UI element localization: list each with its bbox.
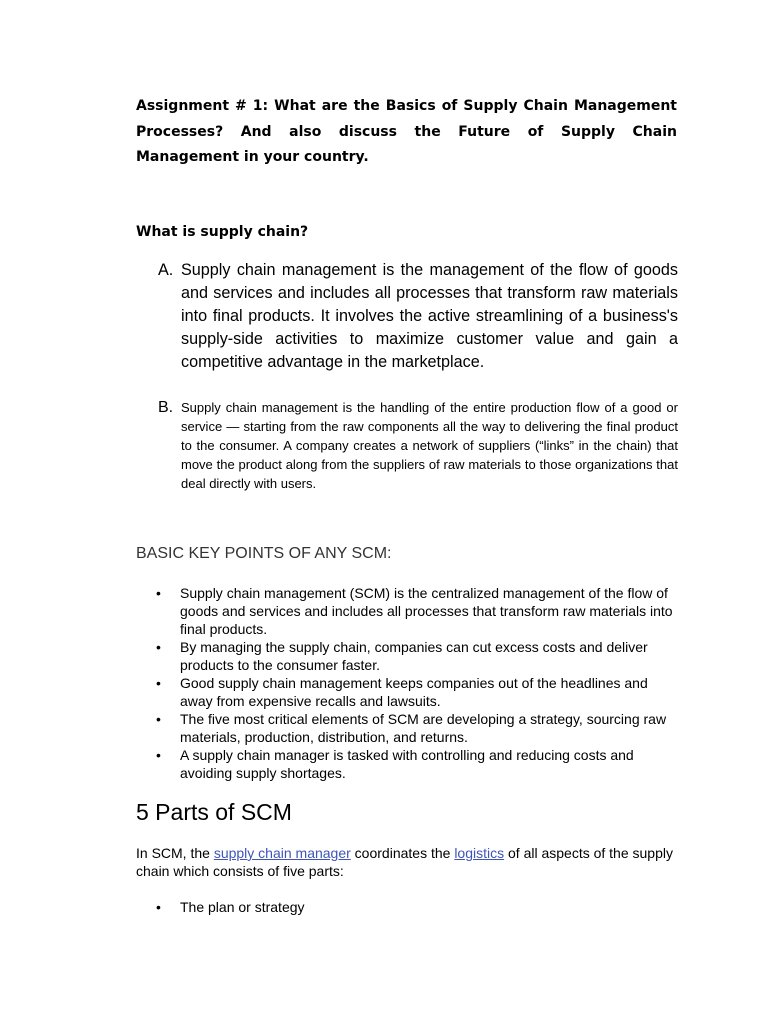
key-point-text: By managing the supply chain, companies can cut excess costs and deliver products to the consumer faster.: [180, 639, 648, 673]
list-marker-a: A.: [158, 261, 174, 279]
section-heading-what-is-supply-chain: What is supply chain?: [136, 224, 309, 240]
bullet-icon: •: [156, 711, 161, 727]
bullet-icon: •: [156, 747, 161, 763]
parts-intro-paragraph: [136, 844, 676, 880]
key-point-text: Good supply chain management keeps companies out of the headlines and away from expensive recalls and lawsuits.: [180, 675, 648, 709]
list-item: [136, 898, 680, 916]
list-item: [136, 584, 680, 638]
key-points-list: [136, 584, 680, 782]
parts-list: [136, 898, 680, 916]
list-item: [136, 674, 680, 710]
bullet-icon: •: [156, 585, 161, 601]
key-point-text: A supply chain manager is tasked with controlling and reducing costs and avoiding supply shortages.: [180, 747, 634, 781]
parts-intro-text: In SCM, the: [136, 845, 214, 861]
list-item: [136, 746, 680, 782]
bullet-icon: •: [156, 639, 161, 655]
key-points-heading: BASIC KEY POINTS OF ANY SCM:: [136, 545, 392, 562]
assignment-title: Assignment # 1: What are the Basics of Supply Chain Management Processes? And also discuss the Future of Supply Chain Management in your country.: [136, 98, 677, 165]
key-point-text: The five most critical elements of SCM are developing a strategy, sourcing raw materials, production, distribution, and returns.: [180, 711, 667, 745]
bullet-icon: •: [156, 675, 161, 691]
logistics-link[interactable]: logistics: [454, 845, 505, 861]
parts-intro-text: of all aspects of the supply chain which consists of five parts:: [136, 845, 673, 879]
key-point-text: Supply chain management (SCM) is the centralized management of the flow of goods and services and includes all processes that transform raw materials into final products.: [180, 585, 673, 637]
definition-b: [158, 398, 678, 493]
list-marker-b: B.: [158, 399, 174, 416]
parts-heading: 5 Parts of SCM: [136, 799, 292, 825]
list-item: [136, 710, 680, 746]
supply-chain-manager-link[interactable]: supply chain manager: [213, 845, 351, 861]
definition-a-text: Supply chain management is the management of the flow of goods and services and includes all processes that transform raw materials into final products. It involves the active streamlining of a business's supply-side activities to maximize customer value and gain a competitive advantage in the marketplace.: [181, 261, 678, 371]
part-text: The plan or strategy: [180, 899, 305, 915]
definition-a: [158, 259, 678, 374]
parts-intro-text: coordinates the: [350, 845, 455, 861]
bullet-icon: •: [156, 899, 161, 915]
list-item: [136, 638, 680, 674]
definition-b-text: Supply chain management is the handling of the entire production flow of a good or service — starting from the raw components all the way to delivering the final product to the consumer. A company creates a network of suppliers (“links” in the chain) that move the product along from the suppliers of raw materials to those organizations that deal directly with users.: [181, 400, 678, 491]
